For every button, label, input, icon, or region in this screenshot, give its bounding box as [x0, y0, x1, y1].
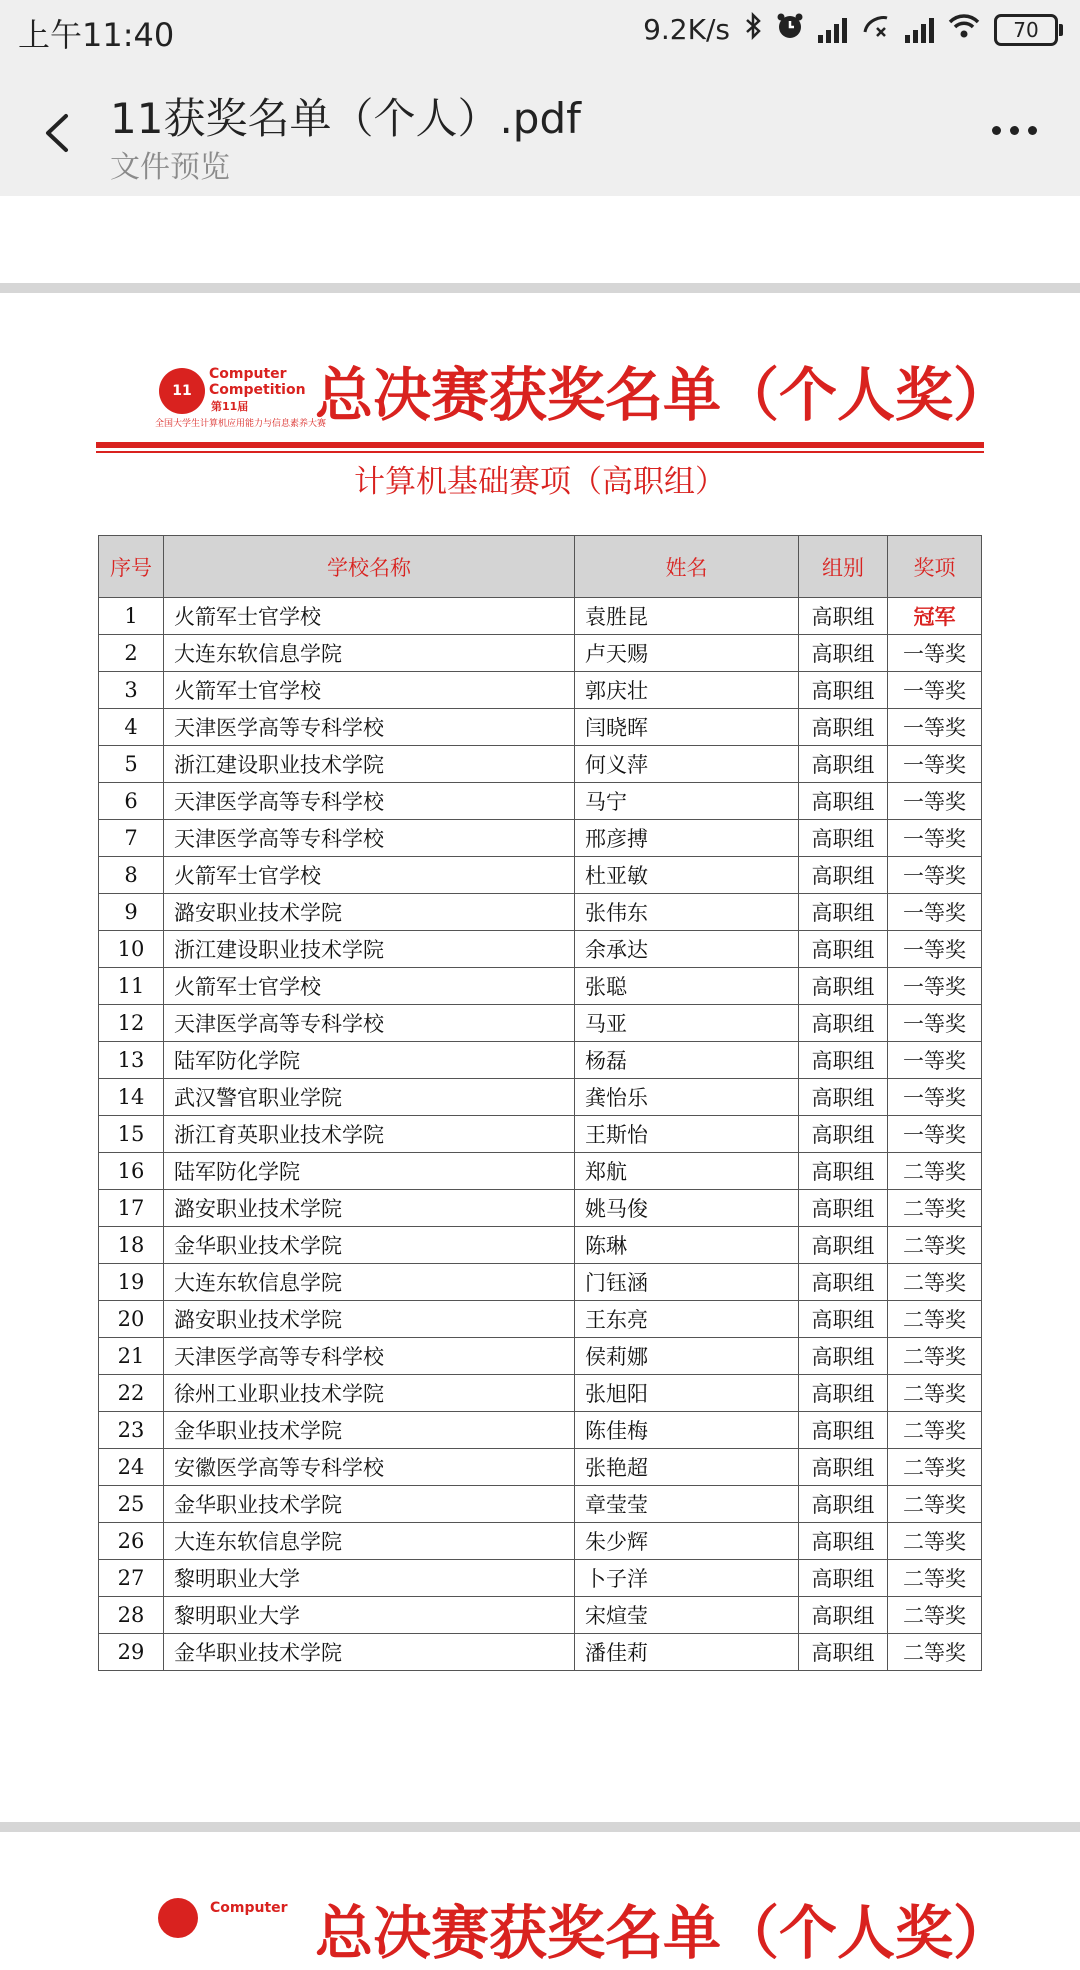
next-page-logo-text: Computer	[210, 1900, 288, 1916]
award: 二等奖	[888, 1560, 982, 1597]
award: 一等奖	[888, 1005, 982, 1042]
table-row	[99, 1227, 982, 1264]
student-name: 章莹莹	[575, 1486, 799, 1523]
award: 一等奖	[888, 709, 982, 746]
group: 高职组	[799, 1264, 888, 1301]
table-row	[99, 1116, 982, 1153]
award: 二等奖	[888, 1634, 982, 1671]
award: 一等奖	[888, 746, 982, 783]
student-name: 姚马俊	[575, 1190, 799, 1227]
row-number: 2	[99, 635, 164, 672]
logo-badge-icon: 11	[159, 368, 205, 414]
row-number: 12	[99, 1005, 164, 1042]
student-name: 闫晓晖	[575, 709, 799, 746]
table-row	[99, 1449, 982, 1486]
table-row	[99, 968, 982, 1005]
row-number: 16	[99, 1153, 164, 1190]
row-number: 15	[99, 1116, 164, 1153]
award: 二等奖	[888, 1153, 982, 1190]
group: 高职组	[799, 1412, 888, 1449]
school-name: 陆军防化学院	[164, 1153, 575, 1190]
table-row	[99, 746, 982, 783]
student-name: 郑航	[575, 1153, 799, 1190]
student-name: 卢天赐	[575, 635, 799, 672]
school-name: 陆军防化学院	[164, 1042, 575, 1079]
school-name: 天津医学高等专科学校	[164, 820, 575, 857]
table-row	[99, 1634, 982, 1671]
award: 一等奖	[888, 931, 982, 968]
group: 高职组	[799, 1338, 888, 1375]
header-name: 姓名	[575, 536, 799, 598]
row-number: 20	[99, 1301, 164, 1338]
row-number: 14	[99, 1079, 164, 1116]
award: 冠军	[888, 598, 982, 635]
award: 二等奖	[888, 1486, 982, 1523]
school-name: 金华职业技术学院	[164, 1486, 575, 1523]
group: 高职组	[799, 894, 888, 931]
award: 二等奖	[888, 1375, 982, 1412]
school-name: 天津医学高等专科学校	[164, 1338, 575, 1375]
header-group: 组别	[799, 536, 888, 598]
row-number: 9	[99, 894, 164, 931]
student-name: 袁胜昆	[575, 598, 799, 635]
award: 一等奖	[888, 1079, 982, 1116]
group: 高职组	[799, 1227, 888, 1264]
table-row	[99, 1560, 982, 1597]
school-name: 大连东软信息学院	[164, 1523, 575, 1560]
table-header-row	[99, 536, 982, 598]
group: 高职组	[799, 857, 888, 894]
group: 高职组	[799, 1523, 888, 1560]
student-name: 宋煊莹	[575, 1597, 799, 1634]
student-name: 陈琳	[575, 1227, 799, 1264]
school-name: 浙江育英职业技术学院	[164, 1116, 575, 1153]
status-time: 上午11:40	[18, 16, 175, 54]
row-number: 13	[99, 1042, 164, 1079]
row-number: 28	[99, 1597, 164, 1634]
table-row	[99, 1412, 982, 1449]
school-name: 浙江建设职业技术学院	[164, 746, 575, 783]
award: 一等奖	[888, 1116, 982, 1153]
school-name: 天津医学高等专科学校	[164, 709, 575, 746]
app-bar	[0, 64, 1080, 196]
next-page-logo-icon	[158, 1898, 198, 1938]
award: 一等奖	[888, 1042, 982, 1079]
school-name: 武汉警官职业学院	[164, 1079, 575, 1116]
document-title: 总决赛获奖名单（个人奖）	[315, 361, 1012, 429]
signal-icon-2	[905, 17, 934, 43]
student-name: 郭庆壮	[575, 672, 799, 709]
school-name: 金华职业技术学院	[164, 1412, 575, 1449]
title-divider-thin	[96, 451, 984, 453]
award: 二等奖	[888, 1190, 982, 1227]
table-row	[99, 598, 982, 635]
group: 高职组	[799, 820, 888, 857]
school-name: 火箭军士官学校	[164, 968, 575, 1005]
awards-table	[98, 535, 982, 1671]
group: 高职组	[799, 1449, 888, 1486]
group: 高职组	[799, 931, 888, 968]
student-name: 杨磊	[575, 1042, 799, 1079]
more-dot-icon	[1028, 126, 1037, 135]
student-name: 张旭阳	[575, 1375, 799, 1412]
student-name: 张艳超	[575, 1449, 799, 1486]
student-name: 杜亚敏	[575, 857, 799, 894]
table-row	[99, 1375, 982, 1412]
back-arrow-icon	[30, 102, 90, 162]
award: 一等奖	[888, 820, 982, 857]
award: 二等奖	[888, 1523, 982, 1560]
table-row	[99, 820, 982, 857]
school-name: 潞安职业技术学院	[164, 1301, 575, 1338]
group: 高职组	[799, 598, 888, 635]
call-off-icon	[861, 12, 891, 47]
table-row	[99, 1264, 982, 1301]
school-name: 黎明职业大学	[164, 1560, 575, 1597]
group: 高职组	[799, 709, 888, 746]
group: 高职组	[799, 1153, 888, 1190]
school-name: 火箭军士官学校	[164, 598, 575, 635]
next-page-title: 总决赛获奖名单（个人奖）	[315, 1899, 1012, 1967]
award: 二等奖	[888, 1264, 982, 1301]
school-name: 大连东软信息学院	[164, 1264, 575, 1301]
row-number: 29	[99, 1634, 164, 1671]
more-dot-icon	[1010, 126, 1019, 135]
row-number: 17	[99, 1190, 164, 1227]
table-row	[99, 783, 982, 820]
award: 一等奖	[888, 968, 982, 1005]
group: 高职组	[799, 1560, 888, 1597]
school-name: 火箭军士官学校	[164, 857, 575, 894]
table-row	[99, 894, 982, 931]
table-row	[99, 635, 982, 672]
table-body	[99, 598, 982, 1671]
student-name: 何义萍	[575, 746, 799, 783]
table-row	[99, 1597, 982, 1634]
award: 二等奖	[888, 1227, 982, 1264]
table-row	[99, 857, 982, 894]
table-row	[99, 1190, 982, 1227]
alarm-icon	[776, 12, 804, 47]
group: 高职组	[799, 1005, 888, 1042]
row-number: 24	[99, 1449, 164, 1486]
table-row	[99, 1042, 982, 1079]
table-row	[99, 1486, 982, 1523]
student-name: 卜子洋	[575, 1560, 799, 1597]
table-row	[99, 709, 982, 746]
row-number: 25	[99, 1486, 164, 1523]
row-number: 6	[99, 783, 164, 820]
row-number: 1	[99, 598, 164, 635]
file-subtitle: 文件预览	[110, 150, 230, 185]
school-name: 黎明职业大学	[164, 1597, 575, 1634]
school-name: 徐州工业职业技术学院	[164, 1375, 575, 1412]
document-subtitle: 计算机基础赛项（高职组）	[354, 464, 726, 500]
school-name: 金华职业技术学院	[164, 1227, 575, 1264]
file-title: 11获奖名单（个人）.pdf	[110, 94, 581, 143]
table-row	[99, 1079, 982, 1116]
group: 高职组	[799, 746, 888, 783]
header-number: 序号	[99, 536, 164, 598]
table-row	[99, 1153, 982, 1190]
award: 二等奖	[888, 1301, 982, 1338]
battery-indicator: 70	[994, 14, 1058, 46]
student-name: 龚怡乐	[575, 1079, 799, 1116]
group: 高职组	[799, 1597, 888, 1634]
award: 一等奖	[888, 672, 982, 709]
student-name: 朱少辉	[575, 1523, 799, 1560]
page-separator	[0, 1822, 1080, 1832]
group: 高职组	[799, 1116, 888, 1153]
group: 高职组	[799, 1042, 888, 1079]
student-name: 余承达	[575, 931, 799, 968]
award: 一等奖	[888, 857, 982, 894]
row-number: 19	[99, 1264, 164, 1301]
school-name: 大连东软信息学院	[164, 635, 575, 672]
group: 高职组	[799, 635, 888, 672]
school-name: 金华职业技术学院	[164, 1634, 575, 1671]
student-name: 侯莉娜	[575, 1338, 799, 1375]
page-separator	[0, 283, 1080, 293]
school-name: 天津医学高等专科学校	[164, 1005, 575, 1042]
group: 高职组	[799, 1301, 888, 1338]
student-name: 王东亮	[575, 1301, 799, 1338]
award: 一等奖	[888, 894, 982, 931]
row-number: 8	[99, 857, 164, 894]
row-number: 4	[99, 709, 164, 746]
table-row	[99, 1005, 982, 1042]
group: 高职组	[799, 1486, 888, 1523]
logo-line2: Competition	[209, 382, 306, 398]
school-name: 火箭军士官学校	[164, 672, 575, 709]
row-number: 23	[99, 1412, 164, 1449]
header-award: 奖项	[888, 536, 982, 598]
award: 二等奖	[888, 1412, 982, 1449]
student-name: 张伟东	[575, 894, 799, 931]
row-number: 10	[99, 931, 164, 968]
school-name: 安徽医学高等专科学校	[164, 1449, 575, 1486]
table-row	[99, 672, 982, 709]
school-name: 天津医学高等专科学校	[164, 783, 575, 820]
row-number: 27	[99, 1560, 164, 1597]
group: 高职组	[799, 1634, 888, 1671]
school-name: 浙江建设职业技术学院	[164, 931, 575, 968]
student-name: 马亚	[575, 1005, 799, 1042]
network-speed: 9.2K/s	[643, 13, 730, 46]
award: 一等奖	[888, 783, 982, 820]
status-bar	[0, 0, 1080, 64]
student-name: 潘佳莉	[575, 1634, 799, 1671]
student-name: 门钰涵	[575, 1264, 799, 1301]
logo-line1: Computer	[209, 366, 287, 382]
row-number: 11	[99, 968, 164, 1005]
student-name: 王斯怡	[575, 1116, 799, 1153]
row-number: 21	[99, 1338, 164, 1375]
group: 高职组	[799, 1375, 888, 1412]
school-name: 潞安职业技术学院	[164, 1190, 575, 1227]
bluetooth-icon	[744, 12, 762, 47]
award: 二等奖	[888, 1338, 982, 1375]
logo-edition: 第11届	[211, 400, 249, 413]
table-row	[99, 1338, 982, 1375]
table-row	[99, 1523, 982, 1560]
group: 高职组	[799, 783, 888, 820]
row-number: 7	[99, 820, 164, 857]
student-name: 陈佳梅	[575, 1412, 799, 1449]
header-school: 学校名称	[164, 536, 575, 598]
table-row	[99, 931, 982, 968]
row-number: 22	[99, 1375, 164, 1412]
table-row	[99, 1301, 982, 1338]
group: 高职组	[799, 968, 888, 1005]
signal-icon	[818, 17, 847, 43]
row-number: 26	[99, 1523, 164, 1560]
group: 高职组	[799, 1190, 888, 1227]
student-name: 张聪	[575, 968, 799, 1005]
group: 高职组	[799, 672, 888, 709]
row-number: 5	[99, 746, 164, 783]
more-options-button[interactable]	[992, 110, 1052, 150]
back-button[interactable]	[30, 102, 90, 162]
wifi-icon	[948, 13, 980, 46]
more-dot-icon	[992, 126, 1001, 135]
award: 二等奖	[888, 1449, 982, 1486]
row-number: 3	[99, 672, 164, 709]
title-divider	[96, 442, 984, 448]
student-name: 邢彦搏	[575, 820, 799, 857]
school-name: 潞安职业技术学院	[164, 894, 575, 931]
student-name: 马宁	[575, 783, 799, 820]
competition-logo	[155, 362, 327, 432]
logo-caption: 全国大学生计算机应用能力与信息素养大赛	[155, 419, 327, 429]
award: 一等奖	[888, 635, 982, 672]
group: 高职组	[799, 1079, 888, 1116]
award: 二等奖	[888, 1597, 982, 1634]
row-number: 18	[99, 1227, 164, 1264]
